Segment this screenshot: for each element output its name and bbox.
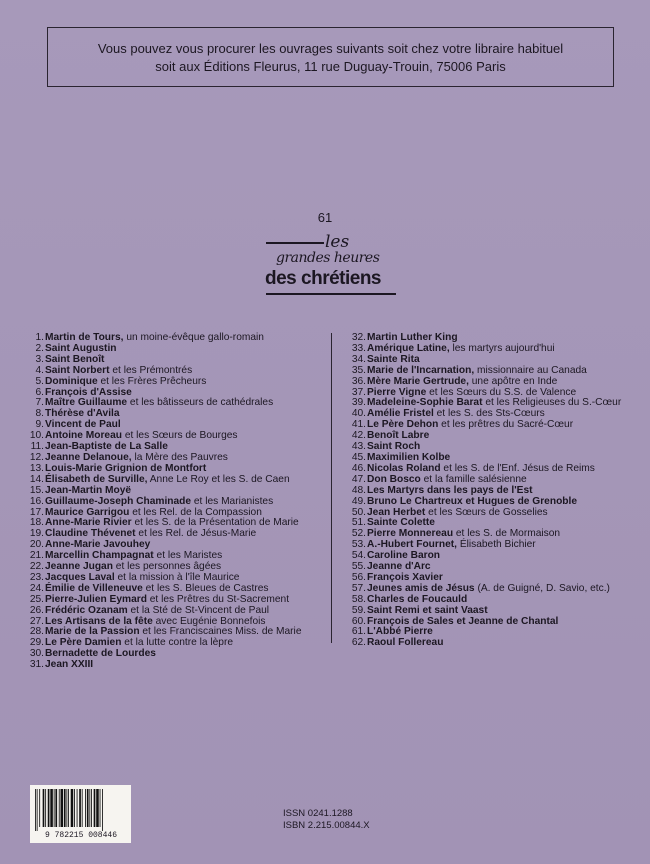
item-title-rest: et la mission à l'île Maurice (114, 571, 240, 583)
item-title-bold: Don Bosco (367, 473, 421, 485)
item-title-bold: L'Abbé Pierre (367, 626, 433, 638)
item-title-bold: Les Martyrs dans les pays de l'Est (367, 484, 533, 496)
item-number: 37. (351, 386, 366, 398)
item-title-rest: missionnaire au Canada (474, 364, 587, 376)
item-title-bold: Martin Luther King (367, 332, 458, 343)
item-title-bold: Pierre Monnereau (367, 528, 454, 540)
barcode (30, 785, 131, 843)
item-number: 40. (351, 408, 366, 420)
item-title-bold: Jean Herbet (367, 506, 426, 518)
item-number: 13. (29, 462, 44, 474)
item-title-rest: Élisabeth Bichier (456, 539, 536, 551)
item-number: 18. (29, 517, 44, 529)
barcode-bar (91, 789, 92, 827)
ordering-notice-box (47, 27, 614, 87)
item-number: 36. (351, 375, 366, 387)
barcode-bars (35, 789, 126, 831)
item-title-bold: Louis-Marie Grignion de Montfort (45, 462, 207, 474)
item-number: 34. (351, 353, 366, 365)
item-number: 47. (351, 473, 366, 485)
item-title-bold: Pierre Vigne (367, 386, 427, 398)
item-number: 8. (35, 408, 44, 420)
item-number: 3. (35, 353, 44, 365)
barcode-bar (45, 789, 46, 827)
item-title (367, 638, 443, 649)
item-title-rest: et les Religieuses du S.-Cœur (482, 397, 622, 409)
item-number: 30. (29, 648, 44, 660)
item-title-rest: et les Marianistes (191, 495, 274, 507)
item-title-bold: Frédéric Ozanam (45, 604, 128, 616)
item-title-bold: Le Père Damien (45, 637, 122, 649)
item-title-bold: Maurice Garrigou (45, 506, 130, 518)
item-number: 39. (351, 397, 366, 409)
item-number: 35. (351, 364, 366, 376)
item-number: 45. (351, 451, 366, 463)
item-title-bold: Marie de la Passion (45, 626, 140, 638)
item-title-bold: Jeanne d'Arc (367, 561, 431, 573)
item-title-bold: Pierre-Julien Eymard (45, 593, 147, 605)
item-title-bold: Le Père Dehon (367, 419, 439, 431)
barcode-bar (87, 789, 89, 827)
barcode-bar (100, 789, 101, 827)
barcode-bar (43, 789, 45, 827)
item-title-rest: et les S. des Sts-Cœurs (433, 408, 545, 420)
barcode-bar (50, 789, 53, 827)
barcode-digits: 9 782215 008446 (44, 831, 117, 840)
item-number: 24. (29, 582, 44, 594)
item-number: 26. (29, 604, 44, 616)
item-title-rest: et les S. de l'Enf. Jésus de Reims (440, 462, 595, 474)
isbn-block (283, 808, 370, 832)
barcode-bar (79, 789, 81, 827)
item-number: 43. (351, 441, 366, 453)
item-number: 10. (29, 430, 44, 442)
item-number: 27. (29, 615, 44, 627)
item-title-bold: A.-Hubert Fournet, (367, 539, 457, 551)
item-title-bold: Mère Marie Gertrude, (367, 375, 469, 387)
item-number: 58. (351, 593, 366, 605)
volume-number: 61 (317, 210, 333, 225)
item-title-rest: et les Frères Prêcheurs (97, 375, 207, 387)
barcode-bar (85, 789, 86, 827)
item-title-bold: Saint Augustin (45, 342, 117, 354)
item-title-rest: et les Rel. de Jésus-Marie (135, 528, 257, 540)
item-title-bold: Antoine Moreau (45, 430, 122, 442)
item-number: 9. (35, 419, 44, 431)
item-title-rest: avec Eugénie Bonnefois (152, 615, 266, 627)
item-title-bold: Maître Guillaume (45, 397, 128, 409)
item-number: 53. (351, 539, 366, 551)
item-title-rest: et la Sté de St-Vincent de Paul (127, 604, 270, 616)
item-title-bold: Bruno Le Chartreux et Hugues de Grenoble (367, 495, 578, 507)
item-number: 12. (29, 451, 44, 463)
item-title-rest: Anne Le Roy et les S. de Caen (147, 473, 290, 485)
item-title-rest: et les Sœurs de Gosselies (425, 506, 548, 518)
item-number: 14. (29, 473, 44, 485)
item-title-rest: et les Rel. de la Compassion (129, 506, 262, 518)
item-title-bold: Anne-Marie Javouhey (45, 539, 151, 551)
item-number: 62. (351, 637, 366, 649)
barcode-bar (66, 789, 67, 827)
item-number: 16. (29, 495, 44, 507)
item-title-bold: Jeanne Jugan (45, 561, 113, 573)
item-number: 48. (351, 484, 366, 496)
barcode-bar (48, 789, 50, 827)
logo-rule-top (266, 242, 324, 244)
item-title-bold: Vincent de Paul (45, 419, 121, 431)
item-number: 33. (351, 342, 366, 354)
item-title-rest: et la lutte contre la lèpre (121, 637, 234, 649)
title-list-item (20, 660, 320, 671)
item-title-bold: Saint Norbert (45, 364, 110, 376)
notice-line-2: soit aux Éditions Fleurus, 11 rue Duguay-Trouin, 75006 Paris (155, 59, 506, 74)
item-number: 4. (35, 364, 44, 376)
logo-des-chretiens: des chrétiens (265, 268, 381, 289)
item-title-bold: Anne-Marie Rivier (45, 517, 132, 529)
item-number: 6. (35, 386, 44, 398)
barcode-bar (89, 789, 90, 827)
item-number: 31. (29, 659, 44, 671)
item-number: 1. (35, 332, 44, 343)
item-title-bold: François d'Assise (45, 386, 132, 398)
item-title-bold: Maximilien Kolbe (367, 451, 451, 463)
barcode-bar (96, 789, 99, 827)
item-number: 7. (35, 397, 44, 409)
item-title-rest: et les bâtisseurs de cathédrales (127, 397, 274, 409)
item-title-bold: Saint Roch (367, 441, 421, 453)
item-title-bold: Charles de Foucauld (367, 593, 468, 605)
notice-line-1: Vous pouvez vous procurer les ouvrages suivants soit chez votre libraire habituel (97, 41, 564, 56)
item-number: 19. (29, 528, 44, 540)
barcode-bar (68, 789, 69, 827)
barcode-bar (37, 789, 38, 831)
item-title-rest: et les S. de Mormaison (453, 528, 561, 540)
item-title-bold: Marie de l'Incarnation, (367, 364, 475, 376)
item-number: 46. (351, 462, 366, 474)
item-number: 23. (29, 571, 44, 583)
item-title-bold: François Xavier (367, 571, 443, 583)
item-title-rest: les martyrs aujourd'hui (449, 342, 555, 354)
item-title-bold: Benoît Labre (367, 430, 430, 442)
item-title-bold: Thérèse d'Avila (45, 408, 120, 420)
item-title-bold: Marcellin Champagnat (45, 550, 154, 562)
barcode-bar (35, 789, 36, 831)
item-number: 5. (35, 375, 44, 387)
item-title-bold: Sainte Rita (367, 353, 420, 365)
item-title-rest: et les Franciscaines Miss. de Marie (139, 626, 302, 638)
item-number: 51. (351, 517, 366, 529)
item-title-bold: Amérique Latine, (367, 342, 450, 354)
item-title-bold: Les Artisans de la fête (45, 615, 153, 627)
item-title-bold: Madeleine-Sophie Barat (367, 397, 483, 409)
item-title-bold: Jacques Laval (45, 571, 115, 583)
item-number: 21. (29, 550, 44, 562)
item-title-bold: Guillaume-Joseph Chaminade (45, 495, 192, 507)
item-title-rest: et les personnes âgées (112, 561, 222, 573)
item-number: 2. (35, 342, 44, 354)
item-title-bold: Élisabeth de Surville, (45, 473, 148, 485)
item-number: 60. (351, 615, 366, 627)
barcode-bar (77, 789, 78, 827)
item-title-bold: Saint Benoît (45, 353, 105, 365)
item-title-bold: Jean XXIII (45, 659, 94, 671)
item-title-rest: et les Sœurs du S.S. de Valence (426, 386, 577, 398)
titles-list-left (20, 333, 320, 671)
item-number: 28. (29, 626, 44, 638)
barcode-bar (39, 789, 40, 827)
item-title-bold: Jeanne Delanoue, (45, 451, 132, 463)
item-title-rest: et les S. Bleues de Castres (142, 582, 269, 594)
barcode-bar (102, 789, 103, 831)
item-number: 49. (351, 495, 366, 507)
item-title-bold: Émilie de Villeneuve (45, 582, 143, 594)
item-number: 50. (351, 506, 366, 518)
item-number: 56. (351, 571, 366, 583)
barcode-bar (54, 789, 55, 827)
logo-rule-bottom (266, 293, 396, 295)
barcode-bar (82, 789, 83, 827)
isbn-number: ISBN 2.215.00844.X (283, 820, 370, 831)
item-title-rest: et les S. de la Présentation de Marie (131, 517, 299, 529)
item-number: 55. (351, 561, 366, 573)
item-number: 57. (351, 582, 366, 594)
item-title-bold: Amélie Fristel (367, 408, 434, 420)
item-number: 32. (351, 332, 366, 343)
item-title-rest: et la famille salésienne (420, 473, 527, 485)
item-title-rest: et les Prêtres du St-Sacrement (146, 593, 290, 605)
item-title-bold: Jean-Baptiste de La Salle (45, 441, 168, 453)
barcode-bar (59, 789, 60, 827)
item-title-bold: Bernadette de Lourdes (45, 648, 156, 660)
item-title-bold: Sainte Colette (367, 517, 435, 529)
item-number: 52. (351, 528, 366, 540)
item-number: 54. (351, 550, 366, 562)
item-title-rest: et les Maristes (153, 550, 223, 562)
item-number: 42. (351, 430, 366, 442)
series-logo (262, 232, 396, 298)
item-title (45, 660, 93, 671)
barcode-bar (74, 789, 75, 827)
barcode-bar (61, 789, 64, 827)
item-number: 61. (351, 626, 366, 638)
item-title-bold: Martin de Tours, (45, 332, 124, 343)
item-number: 25. (29, 593, 44, 605)
item-number: 17. (29, 506, 44, 518)
item-title-bold: Saint Remi et saint Vaast (367, 604, 488, 616)
barcode-bar (64, 789, 66, 827)
barcode-bar (55, 789, 57, 827)
item-title-bold: Claudine Thévenet (45, 528, 136, 540)
barcode-bar (71, 789, 74, 827)
item-title-bold: Nicolas Roland (367, 462, 441, 474)
item-number: 22. (29, 561, 44, 573)
item-number: 20. (29, 539, 44, 551)
logo-grandes-heures: grandes heures (276, 250, 380, 266)
item-title-rest: et les Prémontrés (109, 364, 193, 376)
title-list-item (340, 638, 645, 649)
item-title-bold: Raoul Follereau (367, 637, 444, 649)
item-title-rest: la Mère des Pauvres (131, 451, 228, 463)
item-title-rest: et les prêtres du Sacré-Cœur (438, 419, 574, 431)
issn-number: ISSN 0241.1288 (283, 808, 353, 819)
item-title-bold: Caroline Baron (367, 550, 441, 562)
barcode-bar (94, 789, 96, 827)
logo-les: les (325, 232, 350, 252)
item-title-rest: et les Sœurs de Bourges (121, 430, 238, 442)
item-number: 15. (29, 484, 44, 496)
item-number: 29. (29, 637, 44, 649)
item-title-bold: Jeunes amis de Jésus (367, 582, 475, 594)
item-title-rest: une apôtre en Inde (468, 375, 558, 387)
item-title-rest: (A. de Guigné, D. Savio, etc.) (474, 582, 610, 594)
item-title-rest: un moine-évêque gallo-romain (123, 332, 264, 343)
item-title-bold: Jean-Martin Moyë (45, 484, 132, 496)
item-number: 41. (351, 419, 366, 431)
titles-list-right (331, 332, 645, 649)
item-title-bold: Dominique (45, 375, 98, 387)
item-title-bold: François de Sales et Jeanne de Chantal (367, 615, 559, 627)
item-number: 59. (351, 604, 366, 616)
item-number: 11. (30, 441, 44, 453)
